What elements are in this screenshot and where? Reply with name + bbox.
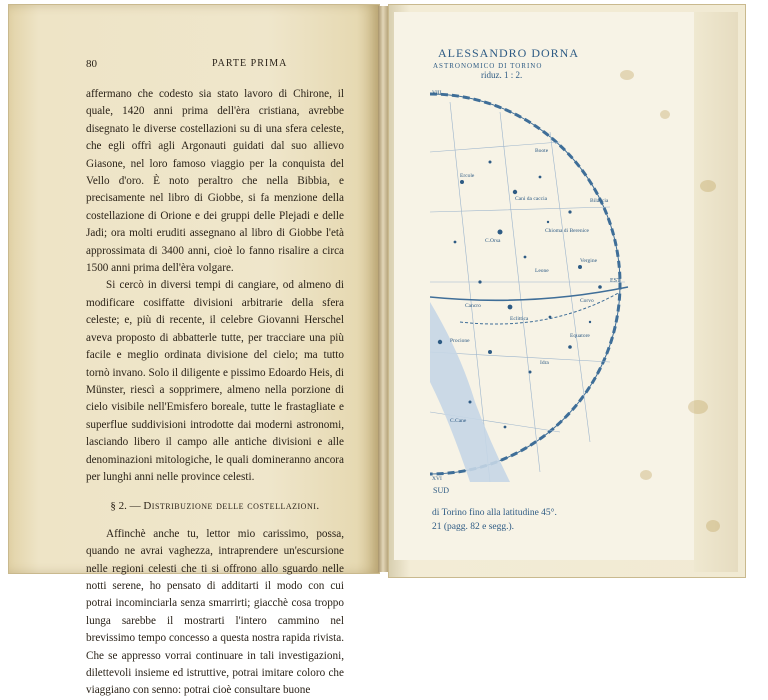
map-caption: 21 (pagg. 82 e segg.).	[432, 522, 515, 532]
foxing-spot	[706, 520, 720, 532]
star-map	[430, 82, 635, 484]
map-subtitle: ASTRONOMICO DI TORINO	[433, 62, 543, 70]
map-constellation-label: Vergine	[580, 258, 598, 264]
section-title: Distribuzione delle costellazioni.	[143, 500, 320, 513]
map-constellation-label: Idra	[540, 360, 549, 366]
body-text	[86, 86, 344, 700]
map-constellation-label: Leone	[535, 268, 549, 274]
foxing-spot	[700, 180, 716, 192]
foxing-spot	[660, 110, 670, 119]
map-constellation-label: Bilancia	[590, 198, 609, 204]
section-number: § 2. —	[110, 500, 141, 513]
foxing-spot	[688, 400, 708, 414]
map-constellation-label: Ercole	[460, 173, 475, 179]
map-constellation-label: Equatore	[570, 333, 590, 339]
map-author: ALESSANDRO DORNA	[438, 46, 580, 60]
map-constellation-label: Corvo	[580, 298, 594, 304]
book-gutter	[378, 6, 388, 572]
map-scale: riduz. 1 : 2.	[481, 70, 523, 80]
map-caption: di Torino fino alla latitudine 45°.	[432, 508, 557, 518]
map-constellation-label: Cancro	[465, 303, 481, 309]
map-constellation-label: Chioma di Berenice	[545, 228, 589, 234]
map-constellation-label: Boote	[535, 148, 549, 154]
map-constellation-label: Cani da caccia	[515, 196, 548, 202]
map-hour-label: VIII	[432, 90, 442, 96]
map-direction-label: EST	[610, 278, 621, 284]
map-constellation-label: Procione	[450, 338, 470, 344]
page-number: 80	[86, 58, 97, 70]
running-head: PARTE PRIMA	[212, 58, 288, 69]
section-heading	[86, 498, 344, 515]
paragraph: Si cercò in diversi tempi di cangiare, od almeno di modificare cosiffatte divisioni arbitrarie della sfera celeste; e, più di recente, il celebre Giovanni Herschel aveva proposto di abbatterle tutte, per tracciare una più facile e meglio ordinata divisione del cielo; ma tutto tornò invano. Solo il diligente e pissimo Edoardo Heis, di Münster, riescì a sopprimere, almeno nella porzione di cielo visibile nell'Emisfero boreale, tutte le frastagliate e superflue suddivisioni introdotte dai moderni astronomi, lasciando libero il campo alle antiche divisioni e alle denominazioni mitologiche, le quali domineranno ancora per lunghi anni nelle province celesti.	[86, 279, 344, 483]
map-hour-label: XVI	[432, 476, 442, 482]
map-constellation-label: C.Cane	[450, 418, 467, 424]
map-constellation-label: C.Orsa	[485, 238, 501, 244]
paragraph: affermano che codesto sia stato lavoro di Chirone, il quale, 1420 anni prima dell'èra cristiana, avrebbe disegnato le diverse costellazioni su di una sfera celeste, che egli offrì agli Argonauti guidati dal suo allievo Giasone, nel loro famoso viaggio per la conquista del Vello d'oro. È noto peraltro che nella Bibbia, e precisamente nel libro di Giobbe, si fa menzione della costellazione di Orione e dei gruppi delle Plejadi e delle Jadi; ora molti eruditi assegnano al libro di Giobbe l'età approssimata di 3400 anni, cioè lo fanno risalire a circa 1500 anni prima dell'èra volgare.	[86, 88, 344, 275]
page-edge	[694, 12, 738, 572]
map-sud-label: SUD	[433, 486, 450, 495]
map-constellation-label: Eclittica	[510, 316, 529, 322]
foxing-spot	[620, 70, 634, 80]
foxing-spot	[640, 470, 652, 480]
paragraph: Affinchè anche tu, lettor mio carissimo, possa, quando ne avrai vaghezza, intraprendere un'escursione nelle regioni celesti che ti si offrono allo sguardo nelle notti serene, ho pensato di additarti il modo con cui potrai incominciarla senza smarrirti; giacchè cosa troppo lunga sarebbe il mostrarti l'intero cammino nel brevissimo tempo concesso a questa nostra rapida rivista. Che se appresso vorrai continuare in tali investigazioni, dilettevoli insieme ed istruttive, potrai imitare coloro che viaggiano con senno: potrai cioè consultare buone	[86, 527, 344, 697]
